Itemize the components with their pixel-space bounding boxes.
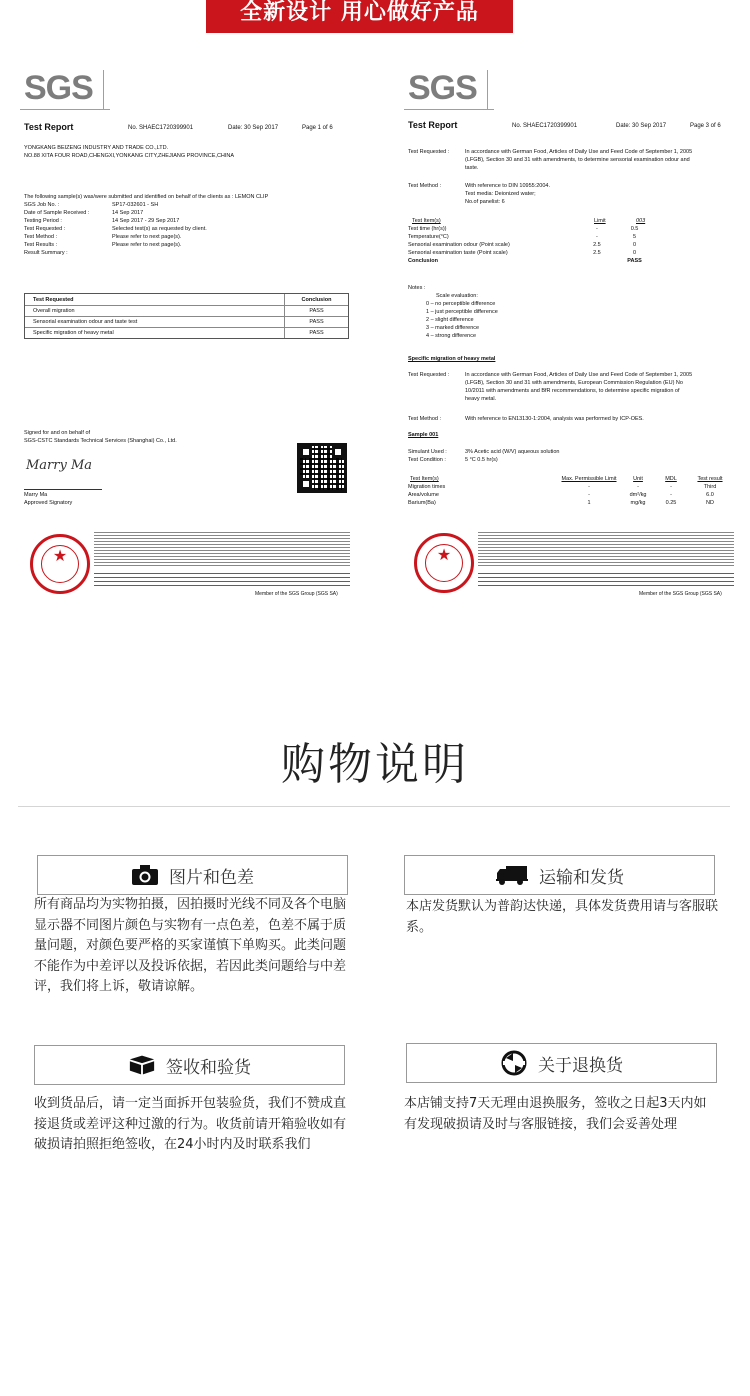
report-date: Date: 30 Sep 2017 — [228, 125, 279, 131]
member-note: Member of the SGS Group (SGS SA) — [639, 591, 722, 597]
notes: Notes : Scale evaluation: 0 – no perceptible difference 1 – just perceptible difference 2 – slight difference 3 – marked difference 4 – strong difference — [408, 285, 498, 339]
return-icon — [500, 1051, 528, 1075]
returns-text: 本店铺支持7天无理由退换服务，签收之日起3天内如有发现破损请及时与客服链接，我们会妥善处理 — [404, 1096, 707, 1132]
sgs-certificate-page-1 — [20, 60, 360, 600]
divider — [18, 806, 730, 807]
fine-print-terms — [478, 532, 734, 566]
fine-print-terms — [94, 532, 350, 566]
table-header: Test Requested Conclusion — [25, 294, 348, 305]
test-requested-1: Test Requested : In accordance with German Food, Articles of Daily Use and Feed Code of September 1, 2005 (LFGB), Section 30 and 31 with amendments, to determine sensorial examination odour and taste. — [408, 149, 693, 171]
camera-icon — [131, 863, 159, 887]
section-heading-returns: 关于退换货 — [406, 1043, 717, 1083]
shipping-text: 本店发货默认为普韵达快递，具体发货费用请与客服联系。 — [406, 899, 719, 935]
package-icon — [128, 1053, 156, 1077]
test-requested-2: Test Requested : In accordance with German Food, Articles of Daily Use and Feed Code of September 1, 2005 (LFGB), Section 30 and 31 with amendments, European Commission Regulation (EU) No 10/2011 with amendments and BfR recommendations, to determine specific migration of heavy metal. — [408, 372, 693, 402]
qr-code-icon — [297, 443, 347, 493]
banner: 全新设计 用心做好产品 — [206, 0, 513, 33]
simulant: Simulant Used : 3% Acetic acid (W/V) aqueous solution Test Condition : 5 °C 0.5 hr(s) — [408, 449, 560, 463]
sgs-logo: SGS — [408, 70, 490, 110]
client-info: YONGKANG BEIZENG INDUSTRY AND TRADE CO.,LTD. NO.88 XITA FOUR ROAD,CHENGXI,YONKANG CITY,ZHEJIANG PROVINCE,CHINA — [24, 145, 235, 159]
heavy-metal-table: Test Item(s) Max. Permissible Limit Unit MDL Test result Migration times - - - Third Area/volume - dm²/kg - 6.0 Barium(Ba) 1 mg/kg 0.25 ND — [408, 476, 723, 506]
table-row: Sensorial examination odour and taste test PASS — [25, 316, 348, 327]
contact-line — [94, 572, 350, 586]
contact-line — [478, 572, 734, 586]
member-note: Member of the SGS Group (SGS SA) — [255, 591, 338, 597]
sample-label: Sample 001 — [408, 432, 439, 438]
table-row: Overall migration PASS — [25, 305, 348, 316]
shopping-info-title: 购物说明 — [281, 739, 469, 790]
sample-fields: The following sample(s) was/were submitted and identified on behalf of the clients as : LEMON CLIP SGS Job No. : SP17-032601 - SH Date of Sample Received : 14 Sep 2017 Testing Period : 14 Sep 2017 - 29 Sep 2017 Test Requested : Selected test(s) as requested by client. Test Method : Please refer to next page(s). Test Results : Please refer to next page(s). Result Summary : — [24, 194, 269, 256]
test-method-2: Test Method : With reference to EN13130-1:2004, analysis was performed by ICP-OES. — [408, 416, 644, 422]
result-summary-table — [24, 293, 349, 339]
table-row: Specific migration of heavy metal PASS — [25, 327, 348, 338]
section-heading-photos: 图片和色差 — [37, 855, 348, 895]
sensorial-table: Test Item(s) Limit 003 Test time (hr(s)) - 0.5 Temperature(°C) - 5 Sensorial examination odour (Point scale) 2.5 0 Sensorial examination taste (Point scale) 2.5 0 Conclusion PASS — [408, 218, 646, 264]
red-seal-stamp-icon: ★ — [414, 533, 474, 593]
signed-behalf: Signed for and on behalf of SGS-CSTC Standards Technical Services (Shanghai) Co., Ltd. — [24, 430, 177, 444]
receiving-text: 收到货品后，请一定当面拆开包装验货，我们不赞成直接退货或差评这种过激的行为。收货前请开箱验收如有破损请拍照拒绝签收，在24小时内及时联系我们 — [34, 1096, 347, 1152]
section-heading-shipping: 运输和发货 — [404, 855, 715, 895]
truck-icon — [495, 863, 529, 887]
red-seal-stamp-icon: ★ — [30, 534, 90, 594]
sgs-logo: SGS — [24, 70, 106, 110]
report-page: Page 1 of 6 — [302, 125, 333, 131]
report-title: Test Report — [24, 122, 74, 132]
section-heading-receiving: 签收和验货 — [34, 1045, 345, 1085]
test-method-1: Test Method : With reference to DIN 10955:2004. Test media: Deionized water; No.of panelist: 6 — [408, 183, 550, 205]
section-heavy-metal: Specific migration of heavy metal — [408, 356, 496, 362]
sgs-certificate-page-3: SGS Test Report No. SHAEC1720399901 Date: 30 Sep 2017 Page 3 of 6 Test Requested : In accordance with German Food, Articles of Daily Use and Feed Code of September 1, 2005 (LFGB), Section 30 and 31 with amendments, to determine sensorial examination odour and taste. Test Method : With reference to DIN 10955:2004. Test media: Deionized water; No.of panelist: 6 Test Item(s) Limit 003 Test time (hr(s)) - 0.5 Temperature(°C) - 5 Sensorial examination odour (Point scale) 2.5 0 Sensorial examination taste (Point scale) 2.5 0 Conclusion PASS Notes : Scale evaluation: 0 – no perceptible difference 1 – just perceptible difference 2 – slight difference 3 – marked difference 4 – strong difference Specific migration of heavy metal Test Requested : In accordance with German Food, Articles of Daily Use and Feed Code of September 1, 2005 (LFGB), Section 30 and 31 with amendments, European Commission Regulation (EU) No 10/2011 with amendments and BfR recommendations, to determine specific migration of heavy metal. Test Method : With reference to EN13130-1:2004, analysis was performed by ICP-OES. Sample 001 Simulant Used : 3% Acetic acid (W/V) aqueous solution Test Condition : 5 °C 0.5 hr(s) Test Item(s) Max. Permissible Limit Unit MDL Test result Migration times - - - Third Area/volume - dm²/kg - 6.0 Barium(Ba) 1 mg/kg 0.25 ND ★ Member of the SGS Group (SGS SA) — [404, 60, 744, 600]
signatory: Marry Ma Approved Signatory — [24, 492, 73, 506]
handwritten-signature: Marry Ma — [26, 458, 93, 473]
report-number: No. SHAEC1720399901 — [128, 125, 194, 131]
photos-text: 所有商品均为实物拍摄，因拍摄时光线不同及各个电脑显示器不同图片颜色与实物有一点色差，色差不属于质量问题，对颜色要严格的买家谨慎下单购买。此类问题不能作为中差评以及投诉依据，若因此类问题给与中差评，我们将上诉，敬请谅解。 — [34, 897, 347, 994]
